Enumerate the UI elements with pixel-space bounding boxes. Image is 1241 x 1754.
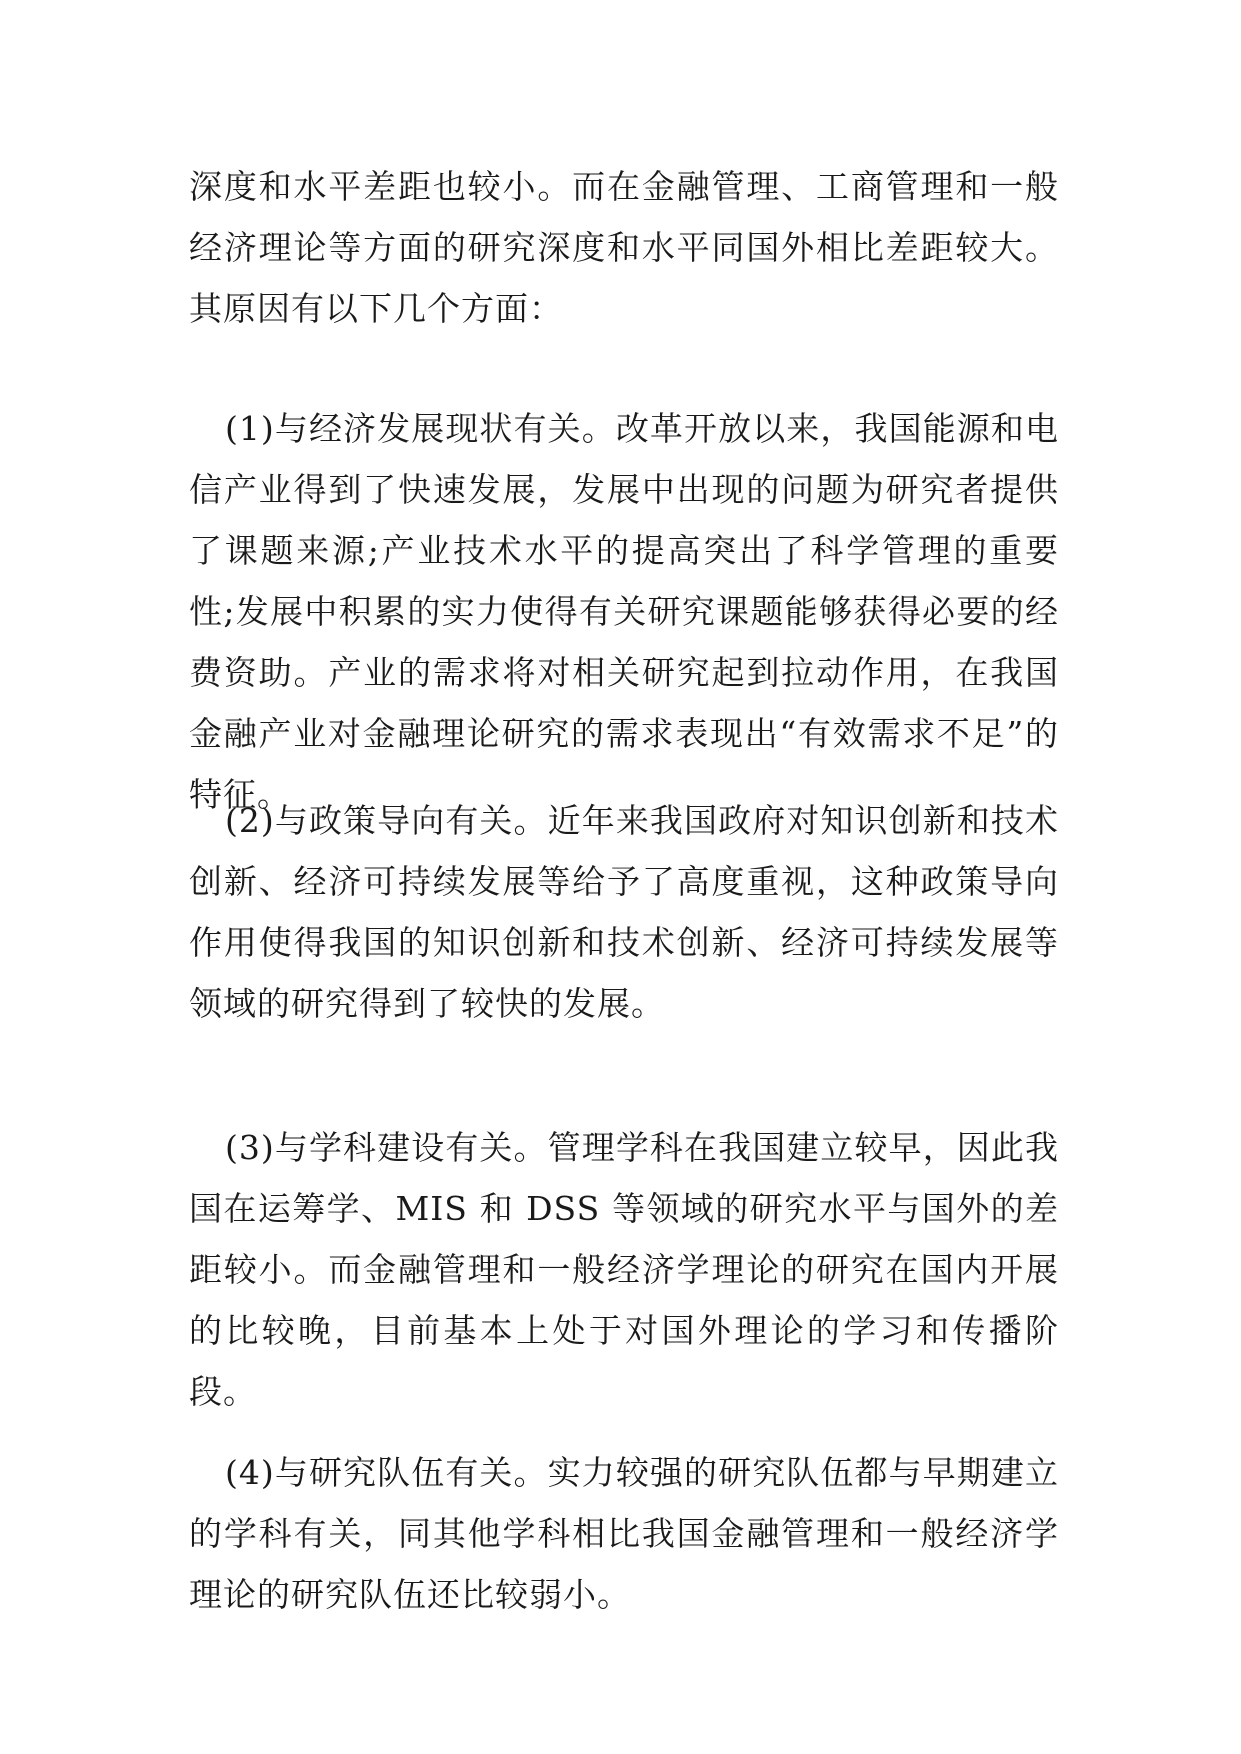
- paragraph-item-1: (1)与经济发展现状有关。改革开放以来，我国能源和电信产业得到了快速发展，发展中出现的问题为研究者提供了课题来源;产业技术水平的提高突出了科学管理的重要性;发展中积累的实力使得有关研究课题能够获得必要的经费资助。产业的需求将对相关研究起到拉动作用，在我国金融产业对金融理论研究的需求表现出“有效需求不足”的特征。: [189, 409, 1059, 814]
- paragraph-item-2: (2)与政策导向有关。近年来我国政府对知识创新和技术创新、经济可持续发展等给予了高度重视，这种政策导向作用使得我国的知识创新和技术创新、经济可持续发展等领域的研究得到了较快的发展。: [189, 801, 1059, 1023]
- paragraph-continuation: 深度和水平差距也较小。而在金融管理、工商管理和一般经济理论等方面的研究深度和水平同国外相比差距较大。其原因有以下几个方面：: [189, 167, 1059, 328]
- paragraph-item-4: (4)与研究队伍有关。实力较强的研究队伍都与早期建立的学科有关，同其他学科相比我国金融管理和一般经济学理论的研究队伍还比较弱小。: [189, 1453, 1059, 1614]
- paragraph-item-3: (3)与学科建设有关。管理学科在我国建立较早，因此我国在运筹学、MIS 和 DSS 等领域的研究水平与国外的差距较小。而金融管理和一般经济学理论的研究在国内开展的比较晚，目前基本上处于对国外理论的学习和传播阶段。: [189, 1128, 1059, 1411]
